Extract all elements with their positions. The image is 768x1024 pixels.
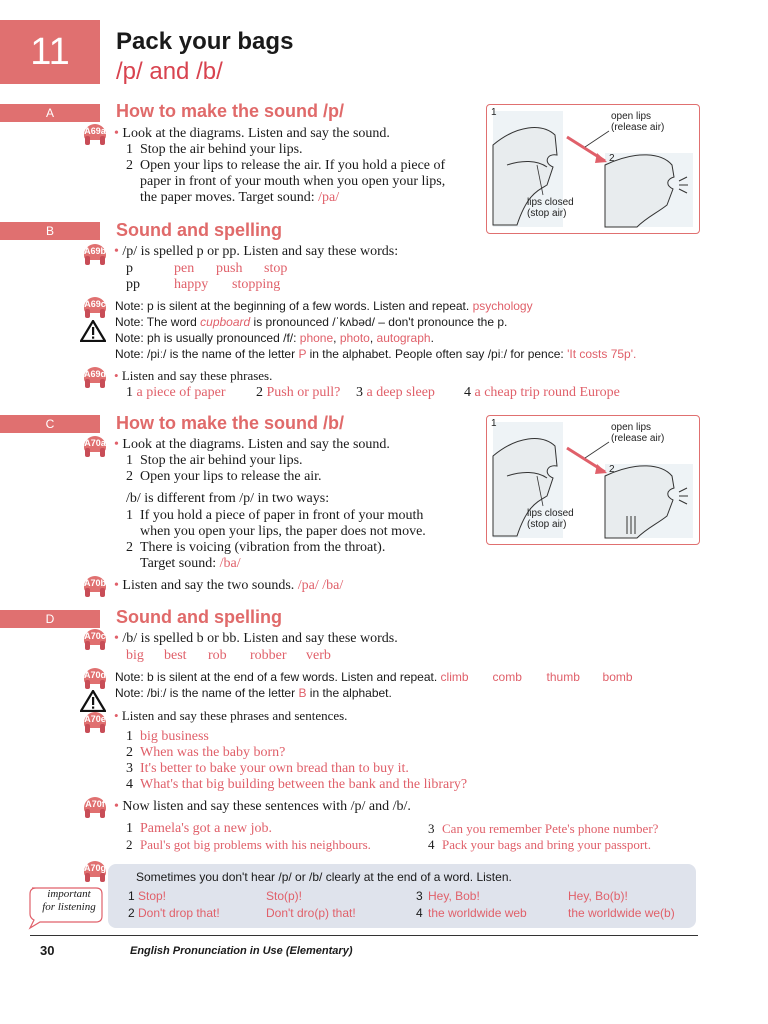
sentence-4: 4 What's that big building between the bank and the library? xyxy=(126,777,468,792)
audio-track-icon[interactable]: A70d xyxy=(82,668,108,690)
audio-track-icon[interactable]: A70e xyxy=(82,712,108,734)
note-cupboard: Note: The word cupboard is pronounced /ˈkʌbəd/ – don't pronounce the p. xyxy=(115,315,508,329)
section-b-bullet-2: • Listen and say these phrases. xyxy=(114,368,273,383)
audio-track-icon[interactable]: A70g xyxy=(82,861,108,883)
note-silent-p: Note: p is silent at the beginning of a few words. Listen and repeat. psychology xyxy=(115,299,533,313)
label-open-lips: open lips (release air) xyxy=(611,111,665,133)
pair-2: 2 Paul's got big problems with his neighbours. xyxy=(126,837,371,852)
mouth-diagram-p: 1 2 open lips (release air) lips closed (stop air) xyxy=(486,104,700,234)
pair-3: 3 Can you remember Pete's phone number? xyxy=(428,821,659,836)
section-c-heading: How to make the sound /b/ xyxy=(116,413,345,433)
note-silent-b: Note: b is silent at the end of a few words. Listen and repeat. climb comb thumb bomb xyxy=(115,670,633,684)
important-for-listening-note: important for listening xyxy=(42,888,96,913)
section-tab-d: D xyxy=(0,610,100,628)
unit-subtitle: /p/ and /b/ xyxy=(116,58,223,85)
unit-title: Pack your bags xyxy=(116,28,294,55)
section-tab-c: C xyxy=(0,415,100,433)
section-c-step-2: 2 Open your lips to release the air. xyxy=(126,469,322,484)
mouth-profile-illustration xyxy=(487,105,699,233)
audio-track-icon[interactable]: A70a xyxy=(82,436,108,458)
section-a-target: the paper moves. Target sound: /pa/ xyxy=(140,190,340,205)
audio-track-icon[interactable]: A69d xyxy=(82,367,108,389)
section-b-heading: Sound and spelling xyxy=(116,220,282,240)
audio-track-icon[interactable]: A70f xyxy=(82,797,108,819)
mouth-diagram-b: 1 2 open lips (release air) lips closed (stop air) xyxy=(486,415,700,545)
section-c-diff-2: 2 There is voicing (vibration from the throat). xyxy=(126,540,386,555)
section-tab-a: A xyxy=(0,104,100,122)
section-d-bullet: • /b/ is spelled b or bb. Listen and say these words. xyxy=(114,631,398,646)
note-letter-p: Note: /piː/ is the name of the letter P in the alphabet. People often say /piː/ for pence: 'It costs 75p'. xyxy=(115,347,637,361)
label-lips-closed: lips closed (stop air) xyxy=(527,197,574,219)
audio-track-icon[interactable]: A69c xyxy=(82,297,108,319)
phrase-list: 1 a piece of paper 2 Push or pull? 3 a deep sleep 4 a cheap trip round Europe xyxy=(126,385,620,400)
audio-track-icon[interactable]: A69b xyxy=(82,244,108,266)
section-c-bullet: • Look at the diagrams. Listen and say the sound. xyxy=(114,437,390,452)
book-title: English Pronunciation in Use (Elementary) xyxy=(130,945,353,957)
section-d-bullet-2: • Listen and say these phrases and sentences. xyxy=(114,708,348,723)
section-d-heading: Sound and spelling xyxy=(116,607,282,627)
label-lips-closed: lips closed (stop air) xyxy=(527,508,574,530)
listening-row-1: 1 Stop! Sto(p)! 3 Hey, Bob! Hey, Bo(b)! xyxy=(128,889,628,903)
spelling-row-pp: pp happy stopping xyxy=(126,277,281,292)
footer-rule xyxy=(30,935,698,936)
section-a-step-2: 2 Open your lips to release the air. If you hold a piece of xyxy=(126,158,446,173)
sentence-2: 2 When was the baby born? xyxy=(126,745,286,760)
mouth-profile-illustration xyxy=(487,416,699,544)
section-c-diff-1: 1 If you hold a piece of paper in front of your mouth xyxy=(126,508,424,523)
pair-4: 4 Pack your bags and bring your passport. xyxy=(428,837,652,852)
audio-track-icon[interactable]: A70b xyxy=(82,576,108,598)
sentence-3: 3 It's better to bake your own bread than to buy it. xyxy=(126,761,409,776)
section-a-heading: How to make the sound /p/ xyxy=(116,101,345,121)
section-d-words: big best rob robber verb xyxy=(126,648,331,663)
note-letter-b: Note: /biː/ is the name of the letter B in the alphabet. xyxy=(115,686,392,700)
section-a-step-2-cont: paper in front of your mouth when you open your lips, xyxy=(140,174,446,189)
audio-track-icon[interactable]: A69a xyxy=(82,124,108,146)
audio-track-icon[interactable]: A70c xyxy=(82,629,108,651)
section-a-step-1: 1 Stop the air behind your lips. xyxy=(126,142,303,157)
pair-1: 1 Pamela's got a new job. xyxy=(126,821,272,836)
section-d-bullet-3: • Now listen and say these sentences with /p/ and /b/. xyxy=(114,799,411,814)
section-a-bullet: • Look at the diagrams. Listen and say the sound. xyxy=(114,126,390,141)
warning-icon xyxy=(80,320,106,342)
warning-icon xyxy=(80,690,106,712)
section-c-target: Target sound: /ba/ xyxy=(140,556,241,571)
section-c-difference: /b/ is different from /p/ in two ways: xyxy=(126,491,330,506)
section-tab-b: B xyxy=(0,222,100,240)
unit-number: 11 xyxy=(30,30,70,73)
section-c-step-1: 1 Stop the air behind your lips. xyxy=(126,453,303,468)
listening-intro: Sometimes you don't hear /p/ or /b/ clearly at the end of a word. Listen. xyxy=(136,870,512,884)
label-open-lips: open lips (release air) xyxy=(611,422,665,444)
section-c-bullet-2: • Listen and say the two sounds. /pa/ /ba/ xyxy=(114,578,344,593)
sentence-1: 1 big business xyxy=(126,729,209,744)
page-number: 30 xyxy=(40,943,55,958)
section-b-bullet: • /p/ is spelled p or pp. Listen and say these words: xyxy=(114,244,399,259)
section-c-diff-1-cont: when you open your lips, the paper does not move. xyxy=(140,524,426,539)
listening-row-2: 2 Don't drop that! Don't dro(p) that! 4 the worldwide web the worldwide we(b) xyxy=(128,906,675,920)
spelling-row-p: p pen push stop xyxy=(126,261,288,276)
unit-number-box xyxy=(0,20,100,84)
note-ph: Note: ph is usually pronounced /f/: phone, photo, autograph. xyxy=(115,331,434,345)
